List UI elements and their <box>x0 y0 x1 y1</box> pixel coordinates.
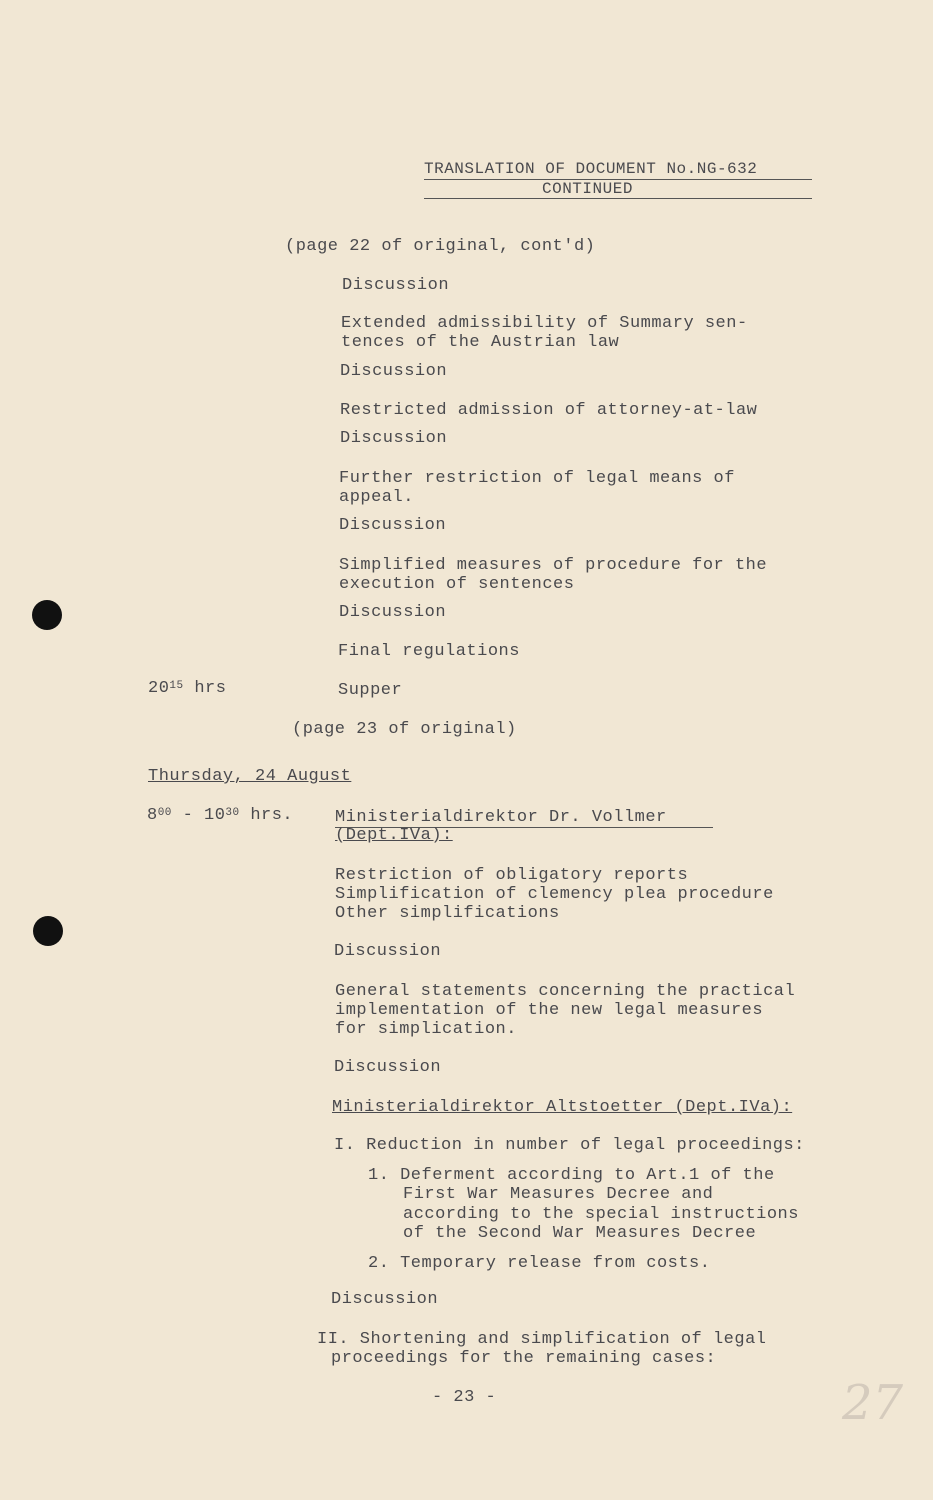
agenda-line: Further restriction of legal means of <box>339 469 735 488</box>
agenda-line: Discussion <box>339 603 447 622</box>
agenda-line: Extended admissibility of Summary sen- <box>341 314 748 333</box>
punch-hole <box>32 600 62 630</box>
speaker-vollmer-dept: (Dept.IVa): <box>335 826 453 845</box>
session-item: for simplication. <box>335 1020 517 1039</box>
session-item: Simplification of clemency plea procedure <box>335 885 774 904</box>
punch-hole <box>33 916 63 946</box>
session-item: implementation of the new legal measures <box>335 1001 764 1020</box>
discussion-after-I: Discussion <box>331 1290 439 1309</box>
agenda-line: Discussion <box>340 362 448 381</box>
agenda-line: Restricted admission of attorney-at-law <box>340 401 758 420</box>
agenda-line: Simplified measures of procedure for the <box>339 556 768 575</box>
session-item: Other simplifications <box>335 904 560 923</box>
agenda-line: Final regulations <box>338 642 520 661</box>
section-I-heading: I. Reduction in number of legal proceedings: <box>334 1136 805 1155</box>
supper-label: Supper <box>338 681 403 700</box>
page-note-23: (page 23 of original) <box>292 720 517 739</box>
agenda-line: tences of the Austrian law <box>341 333 620 352</box>
supper-time: $20^{15}$ hrs <box>148 679 227 698</box>
agenda-line: execution of sentences <box>339 575 575 594</box>
page-note-22: (page 22 of original, cont'd) <box>285 237 596 256</box>
section-I-item1: according to the special instructions <box>403 1205 799 1224</box>
session-item: General statements concerning the practical <box>335 982 796 1001</box>
header-title: TRANSLATION OF DOCUMENT No.NG-632 <box>424 160 758 178</box>
speaker-vollmer: Ministerialdirektor Dr. Vollmer <box>335 808 667 827</box>
handwritten-page-number: 27 <box>842 1375 904 1431</box>
session-time: $8^{00} - 10^{30}$ hrs. <box>147 806 294 825</box>
day-heading: Thursday, 24 August <box>148 767 352 786</box>
agenda-line: Discussion <box>342 276 450 295</box>
agenda-line: Discussion <box>340 429 448 448</box>
agenda-line: appeal. <box>339 488 414 507</box>
speaker-altstoetter: Ministerialdirektor Altstoetter (Dept.IVa): <box>332 1098 793 1117</box>
header-subtitle: CONTINUED <box>542 180 633 198</box>
section-II-line: proceedings for the remaining cases: <box>331 1349 717 1368</box>
section-I-item2: 2. Temporary release from costs. <box>368 1254 711 1273</box>
section-I-item1: First War Measures Decree and <box>403 1185 714 1204</box>
section-I-item1: 1. Deferment according to Art.1 of the <box>368 1166 775 1185</box>
session-item: Discussion <box>334 942 442 961</box>
session-item: Restriction of obligatory reports <box>335 866 689 885</box>
header-rule-bottom <box>424 198 812 199</box>
agenda-line: Discussion <box>339 516 447 535</box>
section-II-line: II. Shortening and simplification of legal <box>317 1330 767 1349</box>
section-I-item1: of the Second War Measures Decree <box>403 1224 757 1243</box>
page-number: - 23 - <box>432 1388 497 1407</box>
session-item: Discussion <box>334 1058 442 1077</box>
